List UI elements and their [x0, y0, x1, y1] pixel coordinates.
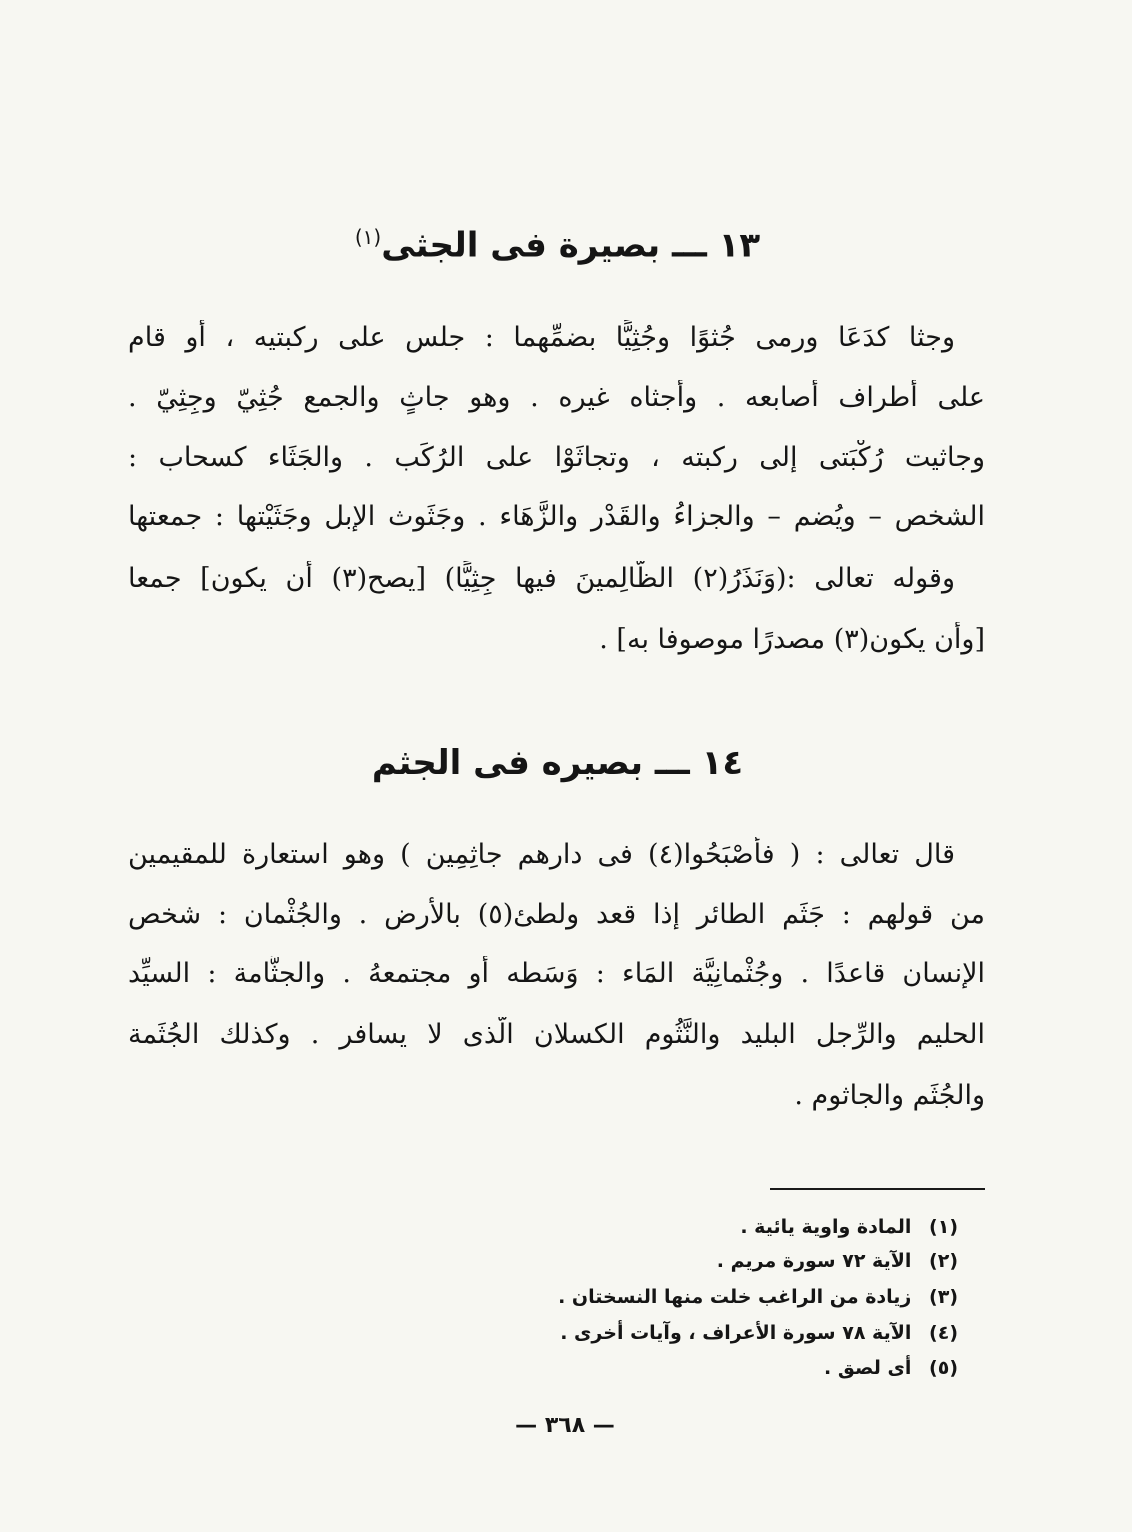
- footnote-item: [400, 1320, 958, 1346]
- footnote-item: [400, 1248, 958, 1274]
- footnote-text: الآية ٧٨ سورة الأعراف ، وآيات أخرى .: [560, 1322, 912, 1344]
- footnote-text: زيادة من الراغب خلت منها النسختان .: [558, 1286, 912, 1308]
- footnote-item: [400, 1355, 958, 1381]
- section-13-paragraph-line: على أطراف أصابعه . وأجثاه غيره . وهو جاثٍ والجمع جُثِيّ وجِثِيّ .: [128, 382, 985, 413]
- section-14-paragraph-line: قال تعالى : ( فأَصْبَحُوا(٤) فى دارهم جاثِمِين ) وهو استعارة للمقيمين: [128, 839, 955, 870]
- footnote-number: (٢): [929, 1250, 958, 1272]
- footnote-item: [400, 1214, 958, 1240]
- section-13-title: ١٣ ـــ بصيرة فى الجثى: [381, 225, 761, 266]
- section-13-paragraph-line: وقوله تعالى :(وَنَذَرُ(٢) الظَّالِمينَ فيها جِثِيًّا) [يصح(٣) أن يكون] جمعا: [128, 563, 955, 594]
- section-13-paragraph-line: وجاثيت رُكْبَتى إلى ركبته ، وتجاثَوْا على الرُكَب . والجَثَاء كسحاب :: [128, 442, 985, 473]
- section-14-heading: ١٤ ـــ بصيره فى الجثم: [371, 743, 744, 783]
- footnote-number: (٥): [929, 1357, 958, 1379]
- footnote-text: المادة واوية يائية .: [740, 1216, 912, 1238]
- page-number: — ٣٦٨ —: [515, 1413, 615, 1438]
- footnote-item: [400, 1284, 958, 1310]
- footnote-number: (١): [929, 1216, 958, 1238]
- footnote-divider: [770, 1188, 985, 1190]
- section-14-paragraph-line: من قولهم : جَثَم الطائر إذا قعد ولطئ(٥) بالأرض . والجُثْمان : شخص: [128, 899, 985, 930]
- section-14-paragraph-line: والجُثَم والجاثوم .: [794, 1080, 985, 1111]
- footnote-text: الآية ٧٢ سورة مريم .: [716, 1250, 912, 1272]
- footnote-number: (٣): [929, 1286, 958, 1308]
- footnote-number: (٤): [929, 1322, 958, 1344]
- section-13-paragraph-line: [وأن يكون(٣) مصدرًا موصوفا به] .: [599, 624, 985, 655]
- section-14-paragraph-line: الإنسان قاعدًا . وجُثْمانِيَّة المَاء : وَسَطه أو مجتمعهُ . والجثَّامة : السيِّد: [128, 958, 985, 989]
- footnote-text: أى لصق .: [824, 1357, 912, 1379]
- section-13-title-footnote-marker: (١): [354, 225, 382, 249]
- section-13-heading: [130, 225, 985, 265]
- section-13-paragraph-line: الشخص – ويُضم – والجزاءُ والقَدْر والزَّهَاء . وجَثَوث الإبل وجَثَيْتها : جمعتها: [128, 501, 985, 532]
- section-14-paragraph-line: الحليم والرِّجل البليد والنَّثُوم الكسلان الَّذى لا يسافر . وكذلك الجُثَمة: [128, 1019, 985, 1050]
- section-13-paragraph-line: وجثا كدَعَا ورمى جُثوًا وجُثِيًّا بضمِّهما : جلس على ركبتيه ، أو قام: [128, 322, 955, 353]
